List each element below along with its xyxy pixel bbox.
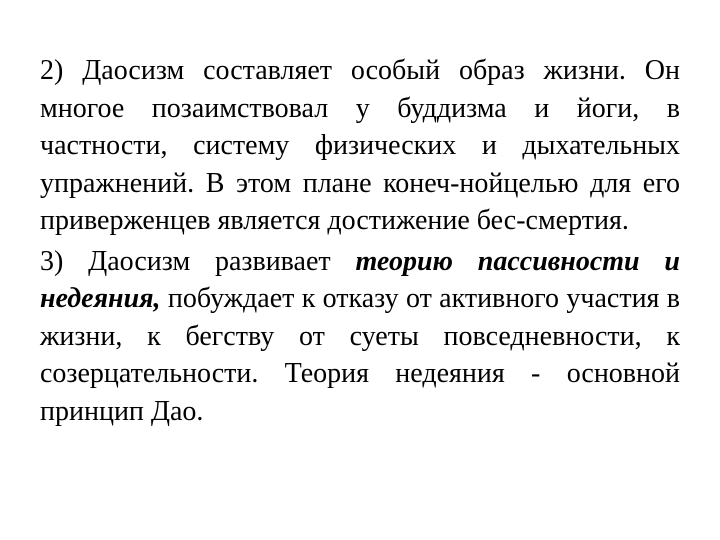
paragraph-3-intro: 3) Даосизм развивает xyxy=(40,245,356,277)
paragraph-3-rest: побуждает к отказу от активного участия в жизни, к бегству от суеты повседневности, к созерцательности. Теория недеяния - основной принцип Дао. xyxy=(40,283,680,427)
paragraph-3-emphasis: теорию пассивности и недеяния, xyxy=(40,245,681,314)
paragraph-2 xyxy=(40,52,680,240)
paragraph-2-text: 2) Даосизм составляет особый образ жизни. Он многое позаимствовал у буддизма и йоги, в частности, систему физических и дыхательных упражнений. В этом плане конеч-нойцелью для его приверженцев является достижение бес-смертия. xyxy=(40,55,680,236)
paragraph-3 xyxy=(40,243,680,431)
slide-body xyxy=(40,52,680,430)
